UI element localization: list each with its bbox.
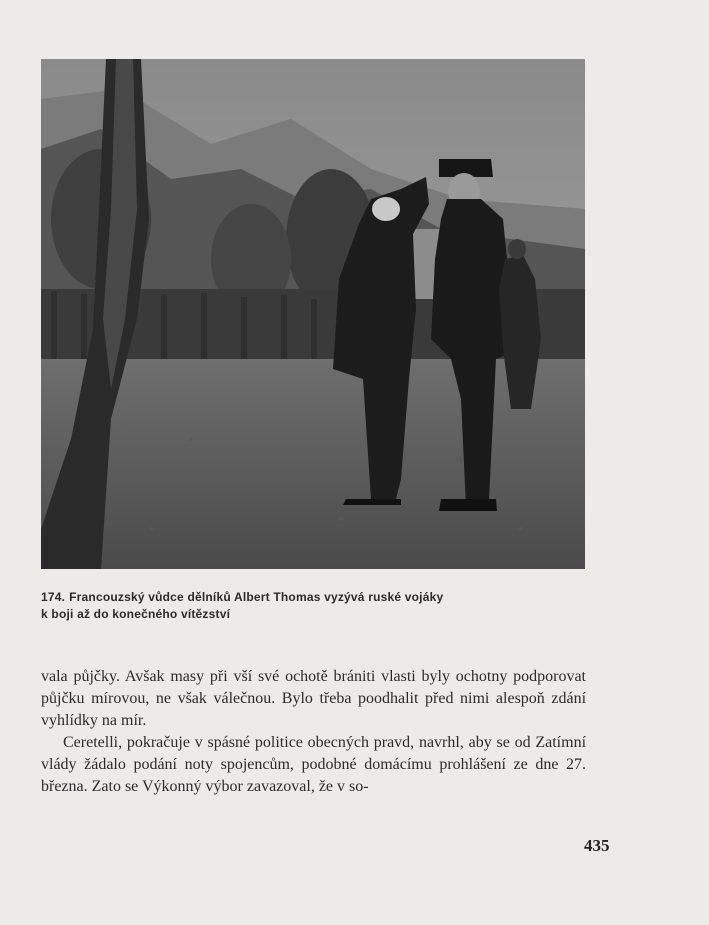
- figure-number: 174.: [41, 590, 66, 604]
- text-line: vala půjčky. Avšak masy při vší své ochotě brániti vlasti byly ochotny: [41, 668, 508, 685]
- historical-photograph: [41, 59, 585, 569]
- photograph-image: [41, 59, 585, 569]
- caption-line-2: k boji až do konečného vítězství: [41, 607, 231, 621]
- caption-line-1: [41, 589, 561, 606]
- text-line: od Zatímní vlády žádalo podání noty spojencům, podobné domácímu: [41, 734, 587, 773]
- page-number: 435: [584, 836, 610, 855]
- text-line: podporovat půjčku mírovou, ne však válečnou. Bylo třeba poodhalit před: [41, 668, 586, 707]
- paragraph-1: [41, 666, 586, 732]
- figure-caption: [41, 589, 561, 623]
- caption-text-1: Francouzský vůdce dělníků Albert Thomas vyzývá ruské vojáky: [69, 590, 444, 604]
- text-line: nimi alespoň zdání vyhlídky na mír.: [41, 690, 587, 729]
- text-line: prohlášení ze dne 27. března. Zato se Výkonný výbor zavazoval, že v so-: [41, 756, 587, 795]
- text-line: Ceretelli, pokračuje v spásné politice obecných pravd, navrhl, aby se: [63, 734, 510, 751]
- body-text: [41, 666, 586, 798]
- paragraph-2: [41, 732, 586, 798]
